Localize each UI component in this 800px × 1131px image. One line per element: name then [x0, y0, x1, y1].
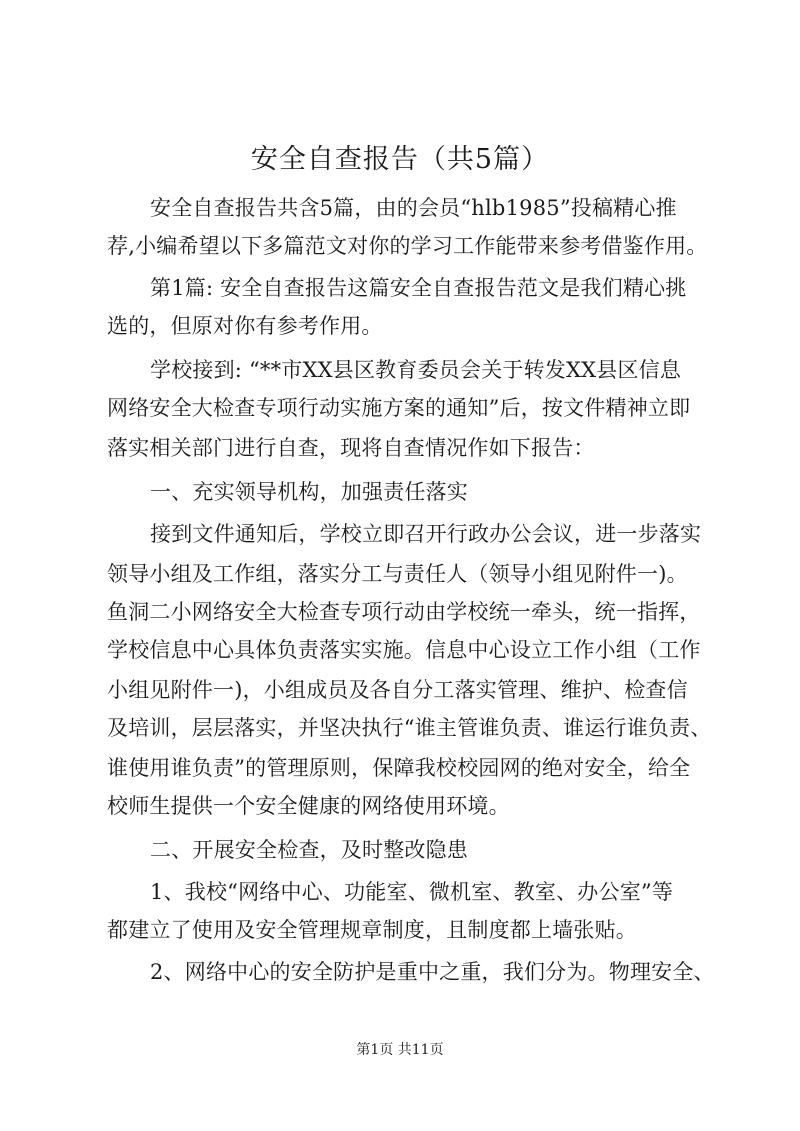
paragraph-line: 第1篇: 安全自查报告这篇安全自查报告范文是我们精心挑	[150, 276, 687, 300]
paragraph-line: 谁使用谁负责”的管理原则，保障我校校园网的绝对安全，给全	[107, 756, 691, 780]
paragraph-line: 网络安全大检查专项行动实施方案的通知”后，按文件精神立即	[107, 396, 691, 420]
paragraph-line: 学校接到: “**市XX县区教育委员会关于转发XX县区信息	[150, 358, 682, 382]
paragraph-line: 2、网络中心的安全防护是重中之重，我们分为。物理安全、	[150, 960, 715, 984]
section-heading: 一、充实领导机构，加强责任落实	[150, 480, 468, 504]
paragraph-line: 鱼洞二小网络安全大检查专项行动由学校统一牵头，统一指挥，	[107, 600, 701, 624]
section-heading: 二、开展安全检查，及时整改隐患	[150, 838, 468, 862]
page-footer: 第1页 共11页	[356, 1042, 444, 1058]
paragraph-line: 落实相关部门进行自查，现将自查情况作如下报告：	[107, 436, 595, 460]
paragraph-line: 安全自查报告共含5篇，由的会员“hlb1985”投稿精心推	[150, 196, 677, 220]
paragraph-line: 都建立了使用及安全管理规章制度，且制度都上墙张贴。	[107, 918, 637, 942]
paragraph-line: 选的，但原对你有参考作用。	[107, 314, 383, 338]
paragraph-line: 领导小组及工作组，落实分工与责任人（领导小组见附件一)。	[107, 562, 688, 586]
paragraph-line: 校师生提供一个安全健康的网络使用环境。	[107, 794, 510, 818]
paragraph-line: 1、我校“网络中心、功能室、微机室、教室、办公室”等	[150, 880, 674, 904]
paragraph-line: 及培训，层层落实，并坚决执行“谁主管谁负责、谁运行谁负责、	[107, 716, 712, 740]
paragraph-line: 小组见附件一)，小组成员及各自分工落实管理、维护、检查信	[107, 678, 688, 702]
document-title: 安全自查报告（共5篇）	[250, 144, 550, 175]
paragraph-line: 荐,小编希望以下多篇范文对你的学习工作能带来参考借鉴作用。	[107, 234, 708, 258]
paragraph-line: 接到文件通知后，学校立即召开行政办公会议，进一步落实	[150, 522, 702, 546]
paragraph-line: 学校信息中心具体负责落实实施。信息中心设立工作小组（工作	[107, 638, 701, 662]
